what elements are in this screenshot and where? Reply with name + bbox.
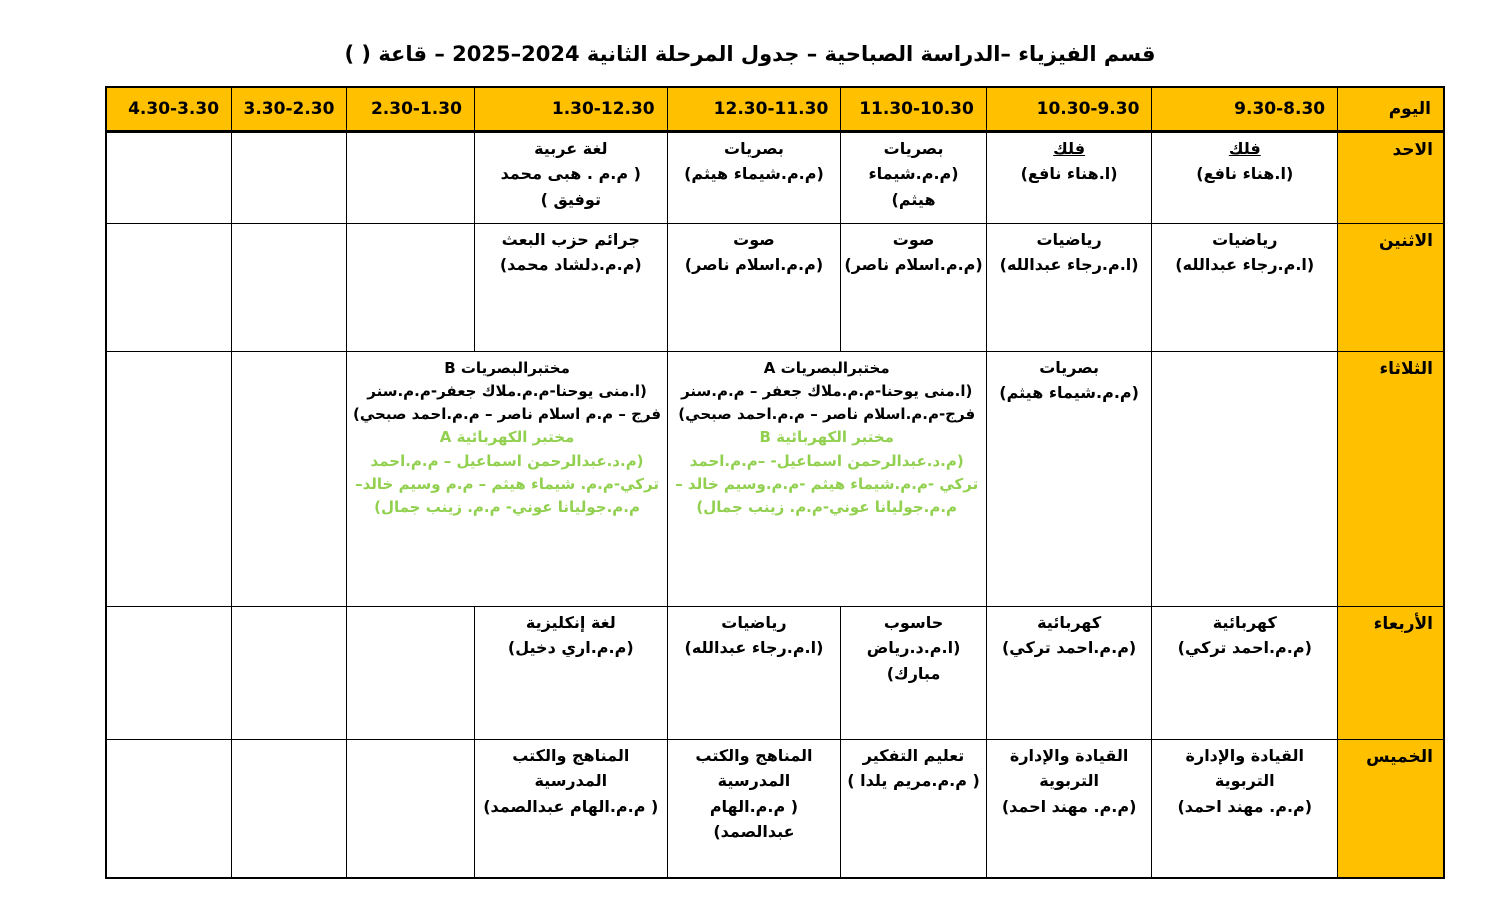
teacher: ( م.م.الهام عبدالصمد) bbox=[709, 796, 799, 842]
timetable-wrapper bbox=[105, 86, 1445, 879]
row-wednesday bbox=[106, 606, 1444, 739]
empty-cell bbox=[347, 131, 474, 223]
teacher: (م.م. مهند احمد) bbox=[1001, 796, 1137, 816]
subject: حاسوب bbox=[883, 612, 944, 632]
cell-thu-1130 bbox=[667, 739, 841, 878]
day-cell-wednesday: الأربعاء bbox=[1338, 606, 1444, 739]
empty-cell bbox=[232, 739, 347, 878]
subject: بصريات bbox=[883, 138, 944, 158]
cell-wed-1030 bbox=[841, 606, 987, 739]
col-header-slot-6: 2.30-1.30 bbox=[347, 87, 474, 131]
teacher: ( م.م.الهام عبدالصمد) bbox=[483, 796, 659, 816]
cell-thu-1030 bbox=[841, 739, 987, 878]
day-cell-sunday: الاحد bbox=[1338, 131, 1444, 223]
subject: لغة إنكليزية bbox=[525, 612, 616, 632]
cell-tue-optics-lab-a bbox=[667, 351, 986, 606]
lab-staff-green: (م.د.عبدالرحمن اسماعيل- –م.م.احمد تركي -م.م.شيماء هيثم -م.م.وسيم خالد – م.م.جوليانا عوني-م.م. زينب جمال) bbox=[675, 451, 979, 516]
subject: رياضيات bbox=[1212, 229, 1278, 249]
col-header-slot-5: 1.30-12.30 bbox=[474, 87, 667, 131]
teacher: ( م.م . هبى محمد توفيق ) bbox=[500, 164, 641, 209]
row-tuesday bbox=[106, 351, 1444, 606]
subject: بصريات bbox=[1039, 357, 1100, 377]
empty-cell bbox=[106, 606, 232, 739]
cell-thu-930 bbox=[986, 739, 1152, 878]
cell-mon-830 bbox=[1152, 223, 1338, 351]
subject: جرائم حزب البعث bbox=[501, 229, 640, 249]
col-header-slot-1: 9.30-8.30 bbox=[1152, 87, 1338, 131]
teacher: (م.م.اسلام ناصر) bbox=[684, 255, 824, 275]
subject: لغة عربية bbox=[534, 138, 608, 158]
cell-wed-930 bbox=[986, 606, 1152, 739]
lab-staff-green: (م.د.عبدالرحمن اسماعيل – م.م.احمد تركي-م.م. شيماء هيثم – م.م وسيم خالد– م.م.جوليانا عوني- م.م. زينب جمال) bbox=[355, 451, 659, 516]
row-sunday bbox=[106, 131, 1444, 223]
cell-sun-930 bbox=[986, 131, 1152, 223]
subject: صوت bbox=[733, 229, 775, 249]
subject: فلك bbox=[1228, 138, 1261, 158]
empty-cell bbox=[106, 131, 232, 223]
empty-cell bbox=[1152, 351, 1338, 606]
teacher: (م.م.دلشاد محمد) bbox=[499, 255, 642, 275]
teacher: (ا.م.د.رياض مبارك) bbox=[866, 638, 961, 683]
subject: رياضيات bbox=[1036, 229, 1102, 249]
lab-title: مختبرالبصريات A bbox=[763, 358, 890, 377]
col-header-day: اليوم bbox=[1338, 87, 1444, 131]
page-title: قسم الفيزياء –الدراسة الصباحية – جدول المرحلة الثانية 2024–2025 – قاعة ( ) bbox=[344, 42, 1156, 66]
cell-sun-1030 bbox=[841, 131, 987, 223]
teacher: (م.م.شيماء هيثم) bbox=[684, 164, 824, 184]
empty-cell bbox=[232, 351, 347, 606]
teacher: ( م.م.مريم يلدا ) bbox=[847, 771, 980, 791]
cell-mon-930 bbox=[986, 223, 1152, 351]
header-row bbox=[106, 87, 1444, 131]
teacher: (ا.م.رجاء عبدالله) bbox=[999, 255, 1139, 275]
cell-wed-830 bbox=[1152, 606, 1338, 739]
subject: كهربائية bbox=[1212, 612, 1277, 632]
teacher: (ا.هناء نافع) bbox=[1196, 164, 1294, 184]
cell-sun-830 bbox=[1152, 131, 1338, 223]
cell-sun-1130 bbox=[667, 131, 841, 223]
teacher: (م.م. مهند احمد) bbox=[1177, 796, 1313, 816]
lab-title: مختبرالبصريات B bbox=[444, 358, 570, 377]
day-cell-thursday: الخميس bbox=[1338, 739, 1444, 878]
teacher: (ا.م.رجاء عبدالله) bbox=[684, 638, 824, 658]
subject: المناهج والكتب المدرسية bbox=[512, 745, 630, 791]
empty-cell bbox=[106, 223, 232, 351]
day-cell-monday: الاثنين bbox=[1338, 223, 1444, 351]
teacher: (ا.م.رجاء عبدالله) bbox=[1175, 255, 1315, 275]
subject: كهربائية bbox=[1037, 612, 1102, 632]
teacher: (م.م.اسلام ناصر) bbox=[844, 255, 983, 275]
empty-cell bbox=[232, 606, 347, 739]
cell-tue-optics-lab-b bbox=[347, 351, 667, 606]
subject: المناهج والكتب المدرسية bbox=[695, 745, 813, 791]
empty-cell bbox=[232, 131, 347, 223]
cell-wed-1130 bbox=[667, 606, 841, 739]
empty-cell bbox=[232, 223, 347, 351]
subject: فلك bbox=[1053, 138, 1086, 158]
lab-staff: (ا.منى يوحنا-م.م.ملاك جعفر-م.م.سنر فرج – م.م اسلام ناصر – م.م.احمد صبحي) bbox=[353, 381, 662, 423]
cell-wed-1230 bbox=[474, 606, 667, 739]
lab-title-green: مختبر الكهربائية B bbox=[759, 428, 894, 447]
subject: بصريات bbox=[724, 138, 784, 158]
cell-mon-1230 bbox=[474, 223, 667, 351]
col-header-slot-7: 3.30-2.30 bbox=[232, 87, 347, 131]
lab-title-green: مختبر الكهربائية A bbox=[439, 428, 575, 447]
teacher: (م.م.احمد تركي) bbox=[1001, 638, 1137, 658]
empty-cell bbox=[106, 739, 232, 878]
empty-cell bbox=[347, 739, 474, 878]
subject: رياضيات bbox=[721, 612, 787, 632]
cell-thu-1230 bbox=[474, 739, 667, 878]
subject: تعليم التفكير bbox=[862, 745, 965, 765]
empty-cell bbox=[347, 223, 474, 351]
day-cell-tuesday: الثلاثاء bbox=[1338, 351, 1444, 606]
col-header-slot-8: 4.30-3.30 bbox=[106, 87, 232, 131]
col-header-slot-2: 10.30-9.30 bbox=[986, 87, 1152, 131]
subject: القيادة والإدارة التربوية bbox=[1185, 745, 1304, 791]
teacher: (م.م.شيماء هيثم) bbox=[999, 383, 1139, 403]
cell-sun-1230 bbox=[474, 131, 667, 223]
cell-mon-1030 bbox=[841, 223, 987, 351]
lab-staff: (ا.منى يوحنا-م.م.ملاك جعفر – م.م.سنر فرج-م.م.اسلام ناصر – م.م.احمد صبحي) bbox=[678, 381, 976, 423]
teacher: (م.م.اري دخيل) bbox=[507, 638, 634, 658]
timetable bbox=[105, 86, 1445, 879]
teacher: (م.م.شيماء هيثم) bbox=[868, 164, 959, 209]
cell-tue-930 bbox=[986, 351, 1152, 606]
row-thursday bbox=[106, 739, 1444, 878]
subject: القيادة والإدارة التربوية bbox=[1009, 745, 1129, 791]
subject: صوت bbox=[892, 229, 935, 249]
cell-mon-1130 bbox=[667, 223, 841, 351]
teacher: (م.م.احمد تركي) bbox=[1177, 638, 1312, 658]
cell-thu-830 bbox=[1152, 739, 1338, 878]
teacher: (ا.هناء نافع) bbox=[1020, 164, 1118, 184]
empty-cell bbox=[347, 606, 474, 739]
empty-cell bbox=[106, 351, 232, 606]
col-header-slot-3: 11.30-10.30 bbox=[841, 87, 987, 131]
col-header-slot-4: 12.30-11.30 bbox=[667, 87, 841, 131]
row-monday bbox=[106, 223, 1444, 351]
